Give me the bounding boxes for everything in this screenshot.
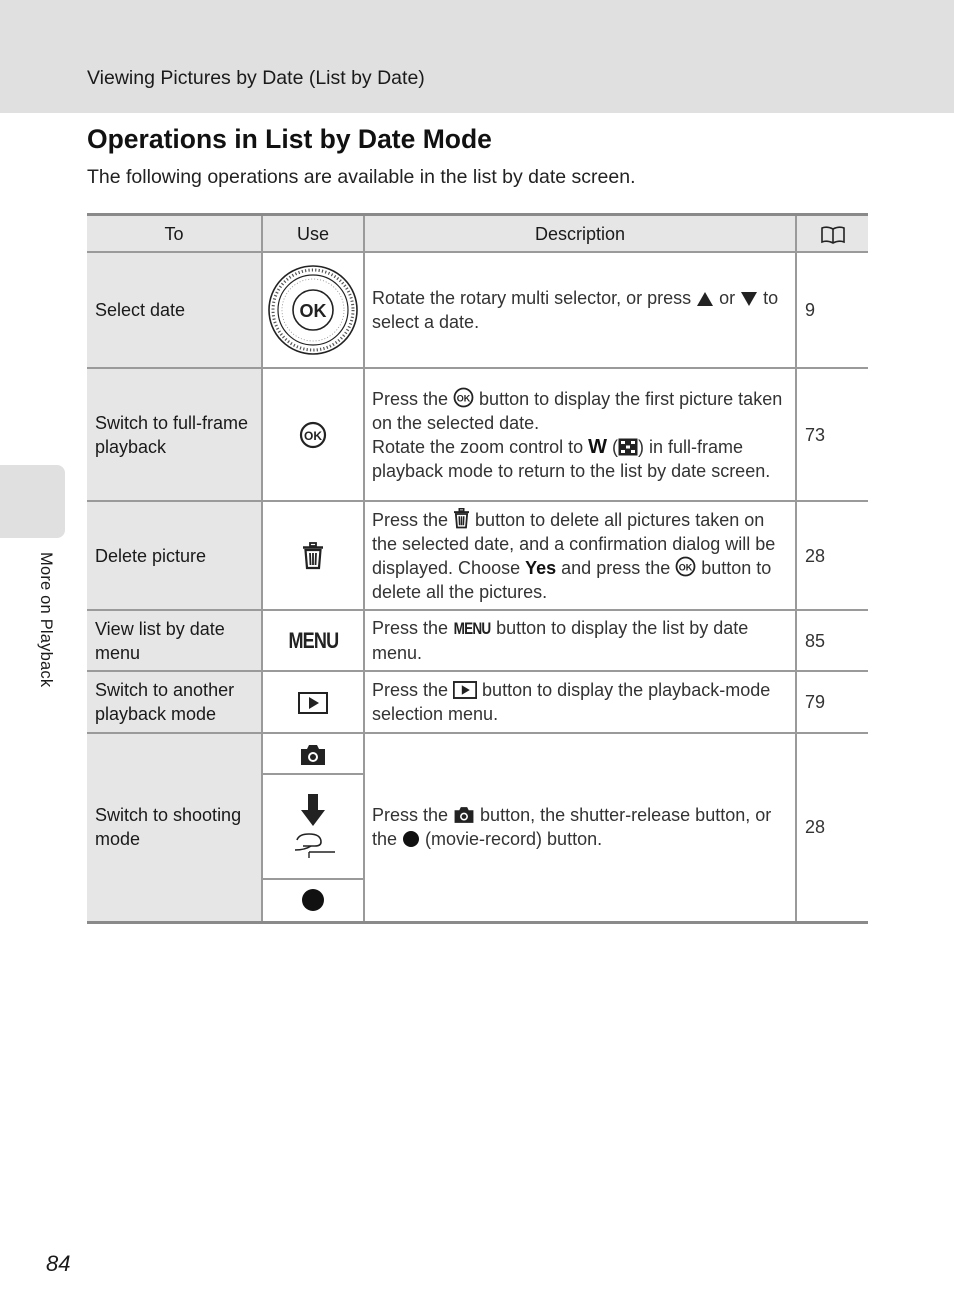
yes-option-label: Yes	[525, 557, 557, 578]
row-reference-cell: 28	[796, 501, 868, 610]
page-title: Operations in List by Date Mode	[87, 124, 492, 154]
row-description-cell: Rotate the rotary multi selector, or press or to select a date.	[364, 252, 796, 368]
col-header-to: To	[87, 215, 262, 253]
thumbnail-grid-icon	[618, 438, 638, 456]
row-reference-cell: 85	[796, 610, 868, 671]
svg-text:OK: OK	[678, 561, 693, 572]
col-header-reference	[796, 215, 868, 253]
svg-text:OK: OK	[456, 392, 471, 403]
row-to-cell: View list by date menu	[87, 610, 262, 671]
book-reference-icon	[820, 225, 846, 245]
ok-button-icon	[299, 421, 327, 449]
row-to-cell: Delete picture	[87, 501, 262, 610]
movie-record-icon	[300, 887, 326, 913]
menu-icon: MENU	[453, 619, 491, 638]
table-row	[87, 368, 868, 501]
shutter-release-icon	[287, 792, 339, 862]
ok-button-icon	[453, 387, 474, 408]
trash-icon	[453, 508, 470, 529]
row-to-cell: Select date	[87, 252, 262, 368]
row-to-cell: Switch to shooting mode	[87, 733, 262, 922]
play-button-icon	[298, 692, 328, 714]
table-header-row	[87, 215, 868, 253]
table-row	[87, 501, 868, 610]
running-header: Viewing Pictures by Date (List by Date)	[87, 67, 425, 89]
table-row	[87, 252, 868, 368]
row-to-cell: Switch to full-frame playback	[87, 368, 262, 501]
play-button-icon	[453, 681, 477, 699]
camera-icon	[453, 806, 475, 824]
down-triangle-icon	[740, 291, 758, 307]
operations-table	[87, 213, 868, 924]
row-description-cell: Press the button to delete all pictures taken on the selected date, and a confirmation dialog will be displayed. Choose Yes and press the OK button to delete all the pictures.	[364, 501, 796, 610]
movie-record-icon	[402, 830, 420, 848]
up-triangle-icon	[696, 291, 714, 307]
row-use-cell	[262, 671, 364, 733]
row-reference-cell: 9	[796, 252, 868, 368]
camera-icon	[299, 744, 327, 766]
menu-icon: MENU	[288, 628, 338, 654]
col-header-description: Description	[364, 215, 796, 253]
col-header-use: Use	[262, 215, 364, 253]
side-tab	[0, 465, 65, 538]
row-use-cell	[262, 501, 364, 610]
row-use-cell	[262, 774, 364, 879]
row-use-cell	[262, 879, 364, 922]
row-description-cell: Press the OK button to display the first picture taken on the selected date. Rotate the zoom control to W ( ) in full-frame playback mode to return to the list by date screen.	[364, 368, 796, 501]
rotary-multi-selector-icon	[267, 264, 359, 356]
side-tab-label: More on Playback	[37, 552, 55, 688]
svg-text:OK: OK	[299, 301, 327, 321]
zoom-w-label: W	[588, 435, 608, 458]
table-row	[87, 610, 868, 671]
row-description-cell: Press the button, the shutter-release button, or the (movie-record) button.	[364, 733, 796, 922]
svg-text:OK: OK	[304, 428, 322, 443]
row-use-cell	[262, 252, 364, 368]
row-reference-cell: 79	[796, 671, 868, 733]
row-description-cell: Press the button to display the playback-mode selection menu.	[364, 671, 796, 733]
row-use-cell	[262, 610, 364, 671]
row-reference-cell: 73	[796, 368, 868, 501]
ok-button-icon	[675, 556, 696, 577]
table-row	[87, 671, 868, 733]
intro-text: The following operations are available in the list by date screen.	[87, 166, 636, 188]
row-description-cell: Press the MENU button to display the list by date menu.	[364, 610, 796, 671]
row-use-cell	[262, 733, 364, 774]
header-band	[0, 0, 954, 113]
row-to-cell: Switch to another playback mode	[87, 671, 262, 733]
row-reference-cell: 28	[796, 733, 868, 922]
page-number: 84	[46, 1251, 71, 1276]
row-use-cell	[262, 368, 364, 501]
trash-icon	[302, 542, 324, 570]
table-row	[87, 733, 868, 774]
